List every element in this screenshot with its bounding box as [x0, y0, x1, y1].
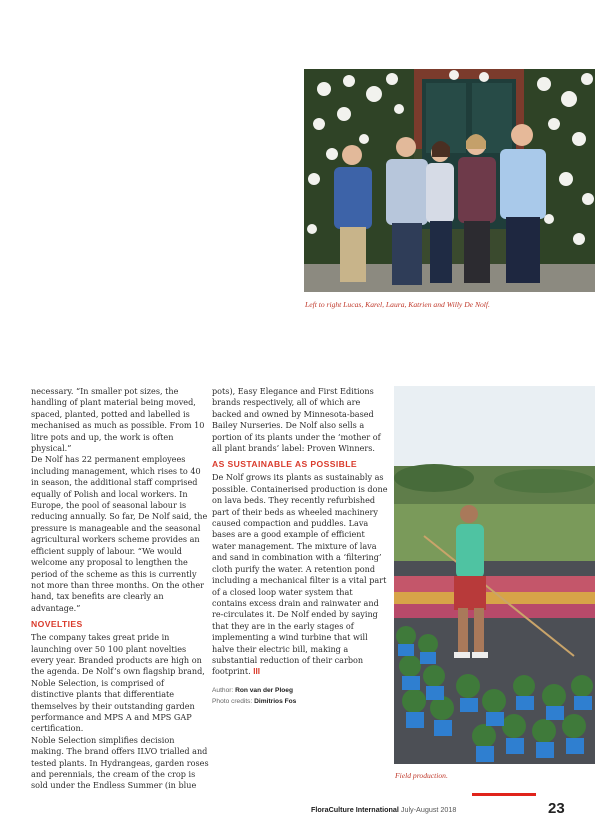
photo-family-portrait [304, 69, 595, 292]
paragraph: Noble Selection simplifies decision making. The brand offers ILVO trialled and tested plants. In Hydrangeas, garden roses and perennials, the cream of the crop is sold under the Endless Summer (in blue [31, 734, 209, 791]
caption-bottom: Field production. [395, 771, 448, 780]
paragraph [212, 472, 389, 677]
paragraph: The company takes great pride in launching over 50 100 plant novelties every year. Branded products are high on the agenda. De Nolf’s own flagship brand, Noble Selection, is comprised of distinctive plants that differentiate themselves by their outstanding garden performance and MPS A and MPS GAP certification. [31, 632, 205, 734]
page-number: 23 [548, 800, 565, 817]
section-heading-sustainable: AS SUSTAINABLE AS POSSIBLE [212, 459, 358, 470]
footer-accent-line [472, 793, 536, 796]
end-mark: III [253, 667, 260, 677]
photo-credit-name: Dimitrios Fos [254, 698, 297, 705]
issue-date: July-August 2018 [400, 805, 457, 814]
caption-top: Left to right Lucas, Karel, Laura, Katrien and Willy De Nolf. [305, 300, 490, 309]
author-name: Ron van der Ploeg [235, 687, 293, 694]
field-production-illustration [394, 386, 595, 764]
photo-credit-label: Photo credits: [212, 698, 253, 705]
text-column-2 [212, 386, 389, 678]
paragraph: pots), Easy Elegance and First Editions brands respectively, all of which are backed and owned by Minnesota-based Bailey Nurseries. De Nolf also sells a portion of its plants under the ‘mother of all plant brands’ label: Proven Winners. [212, 386, 381, 454]
text-column-1 [31, 386, 209, 792]
paragraph-text: De Nolf grows its plants as sustainably as possible. Containerised production is done on lava beds. They recently refurbished part of their beds as wheeled machinery caused compaction and puddles. Lava bases are a good example of efficient water management. The mixture of lava and sand in combination with a ‘filtering’ cloth purify the water. A retention pond including a mechanical filter is a vital part of a closed loop water system that contains excess drain and rainwater and re-circulates it. De Nolf ended by saying that they are in the early stages of implementing a wind turbine that will halve their electric bill, making a substantial reduction of their carbon footprint. [212, 472, 388, 677]
magazine-name: FloraCulture International [311, 805, 399, 814]
footer-publication [311, 805, 456, 814]
author-label: Author: [212, 687, 234, 694]
paragraph: De Nolf has 22 permanent employees including management, which rises to 40 in season, the additional staff comprised equally of Polish and local workers. In Europe, the pool of seasonal labour is reducing annually. So far, De Nolf said, the pressure is manageable and the seasonal agricultural workers scheme provides an efficient supply of labour. “We would welcome any proposal to lengthen the period of the scheme as this is currently not more than three months. On the other hand, tax benefits are clearly an advantage.” [31, 454, 208, 613]
paragraph: necessary. “In smaller pot sizes, the handling of plant material being moved, spaced, planted, potted and labelled is mechanised as much as possible. From 10 litre pots and up, the work is often physical.” [31, 386, 205, 454]
photo-field-production [394, 386, 595, 764]
author-credit [212, 685, 293, 696]
photo-credit [212, 696, 296, 707]
family-portrait-illustration [304, 69, 595, 292]
section-heading-novelties: NOVELTIES [31, 619, 83, 630]
